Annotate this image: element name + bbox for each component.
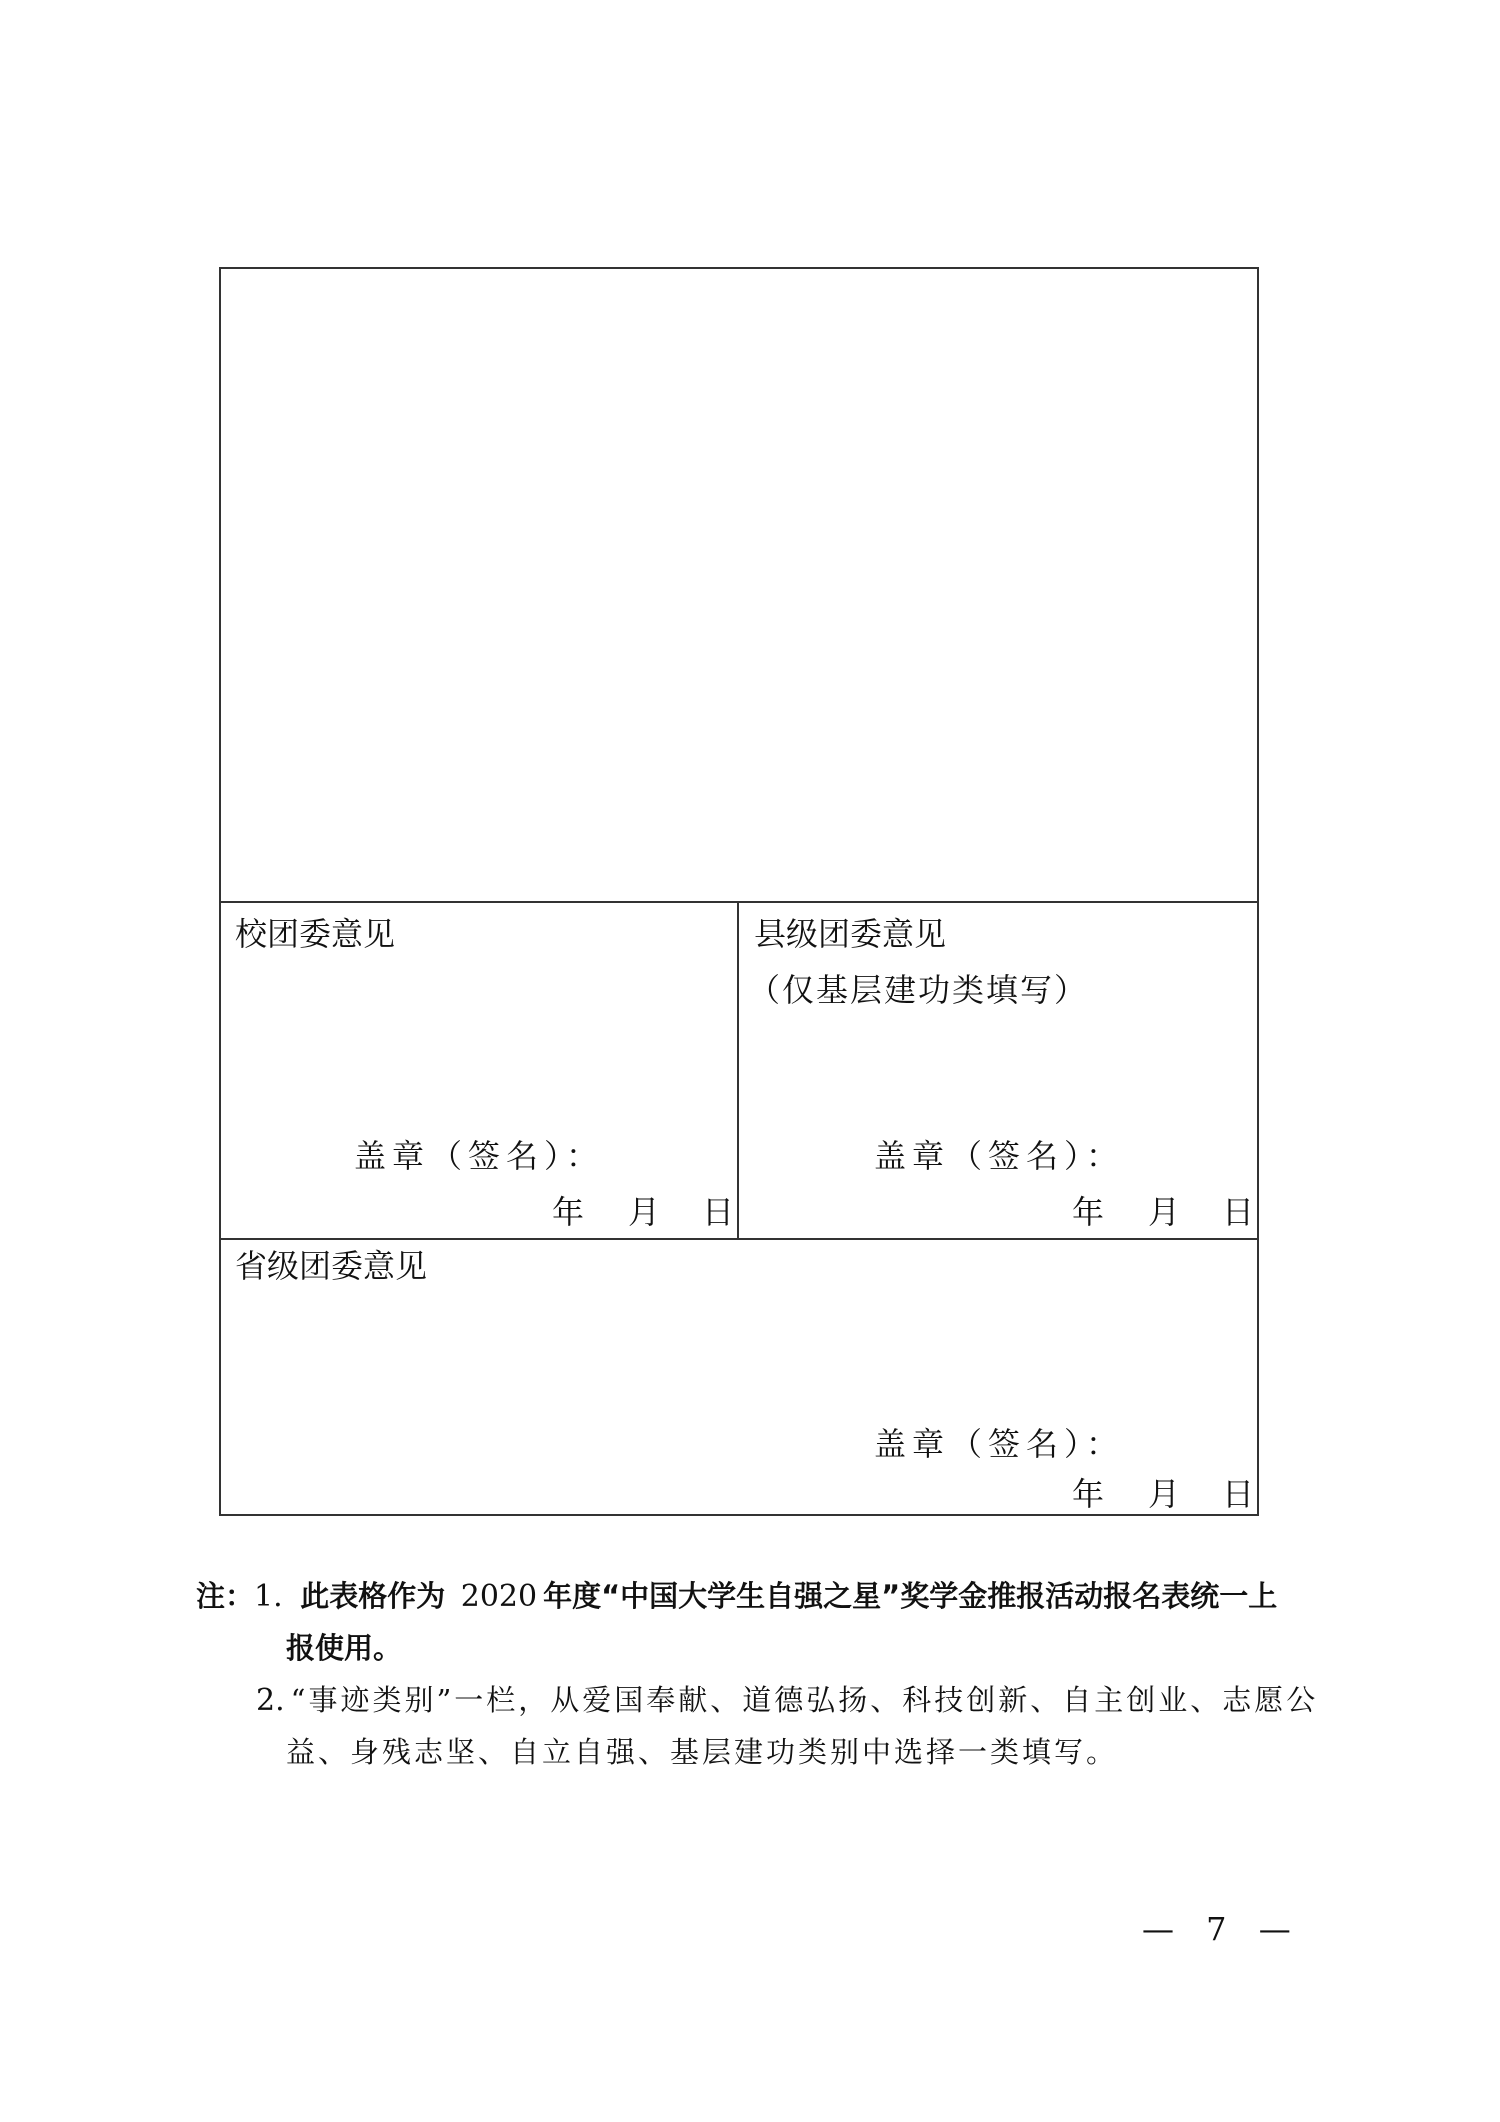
note-1-line-1	[196, 1579, 1278, 1614]
description-cell	[221, 269, 1257, 901]
province-date-month: 月	[1148, 1475, 1181, 1513]
school-date	[552, 1193, 735, 1231]
page-number: 7	[1206, 1910, 1227, 1948]
note-2-number: 2.	[256, 1683, 285, 1718]
table-divider-vertical	[737, 901, 739, 1239]
province-date	[1072, 1475, 1255, 1513]
note-1-part-b: 年度“中国大学生自强之星”奖学金推报活动报名表统一上	[543, 1579, 1278, 1613]
note-2-text-line-1: “事迹类别”一栏，从爱国奉献、道德弘扬、科技创新、自主创业、志愿公	[290, 1683, 1319, 1717]
note-1-year: 2020	[460, 1579, 538, 1614]
county-date	[1072, 1193, 1255, 1231]
school-opinion-title: 校团委意见	[235, 915, 396, 953]
province-opinion-title: 省级团委意见	[235, 1247, 428, 1285]
province-seal-label: 盖章（签名）：	[874, 1425, 1125, 1463]
school-date-year: 年	[552, 1193, 585, 1231]
note-prefix: 注：	[196, 1579, 255, 1613]
footer-dash-left: —	[1142, 1910, 1174, 1948]
note-1-number: 1.	[254, 1579, 283, 1614]
table-divider-top	[219, 901, 1259, 903]
page-number-footer	[1142, 1910, 1291, 1948]
note-2-line-2: 益、身残志坚、自立自强、基层建功类别中选择一类填写。	[286, 1735, 1119, 1769]
county-date-day: 日	[1222, 1193, 1255, 1231]
county-date-month: 月	[1148, 1193, 1181, 1231]
county-date-year: 年	[1072, 1193, 1105, 1231]
province-date-day: 日	[1222, 1475, 1255, 1513]
county-opinion-title: 县级团委意见	[754, 915, 947, 953]
note-1-line-2: 报使用。	[286, 1631, 403, 1665]
footer-dash-right: —	[1258, 1910, 1291, 1948]
table-divider-middle	[219, 1238, 1259, 1240]
school-seal-label: 盖章（签名）：	[354, 1137, 605, 1175]
school-date-day: 日	[702, 1193, 735, 1231]
county-opinion-subtitle: （仅基层建功类填写）	[748, 971, 1089, 1009]
note-1-part-a: 此表格作为	[300, 1579, 446, 1613]
note-2-line-1	[256, 1683, 1319, 1718]
province-date-year: 年	[1072, 1475, 1105, 1513]
school-date-month: 月	[628, 1193, 661, 1231]
county-seal-label: 盖章（签名）：	[874, 1137, 1125, 1175]
